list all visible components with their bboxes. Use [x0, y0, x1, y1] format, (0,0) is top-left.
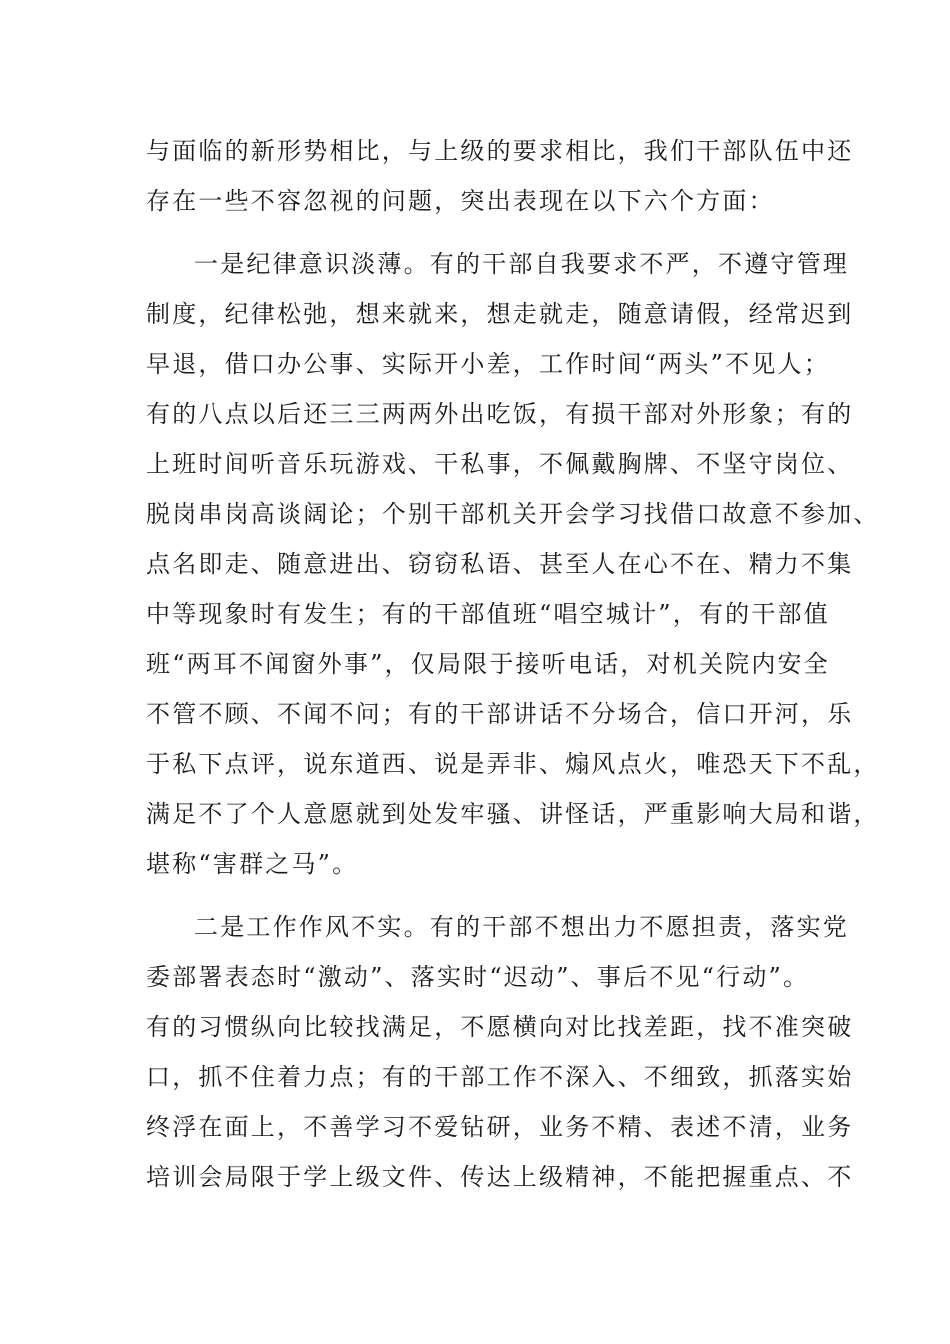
- paragraph-2-line-8: 中等现象时有发生；有的干部值班“唱空城计”，有的干部值: [146, 600, 830, 628]
- paragraph-3-line-1: 二是工作作风不实。有的干部不想出力不愿担责，落实党: [194, 913, 849, 941]
- paragraph-3-line-3: 有的习惯纵向比较找满足，不愿横向对比找差距，找不准突破: [146, 1013, 854, 1041]
- paragraph-2-line-2: 制度，纪律松弛，想来就来，想走就走，随意请假，经常迟到: [146, 300, 854, 328]
- paragraph-2-line-4: 有的八点以后还三三两两外出吃饭，有损干部对外形象；有的: [146, 400, 854, 428]
- paragraph-3-line-4: 口，抓不住着力点；有的干部工作不深入、不细致，抓落实始: [146, 1063, 854, 1091]
- paragraph-2-line-3: 早退，借口办公事、实际开小差，工作时间“两头”不见人；: [146, 350, 830, 378]
- paragraph-1-line-2: 存在一些不容忽视的问题，突出表现在以下六个方面：: [146, 187, 775, 215]
- paragraph-3-line-2: 委部署表态时“激动”、落实时“迟动”、事后不见“行动”。: [146, 963, 810, 991]
- paragraph-2-line-12: 满足不了个人意愿就到处发牢骚、讲怪话，严重影响大局和谐，: [146, 800, 880, 828]
- paragraph-3-line-6: 培训会局限于学上级文件、传达上级精神，不能把握重点、不: [146, 1163, 854, 1191]
- paragraph-2-line-9: 班“两耳不闻窗外事”，仅局限于接听电话，对机关院内安全: [146, 650, 830, 678]
- paragraph-2-line-7: 点名即走、随意进出、窃窃私语、甚至人在心不在、精力不集: [146, 550, 854, 578]
- paragraph-2-line-13: 堪称“害群之马”。: [146, 850, 359, 878]
- paragraph-3-line-5: 终浮在面上，不善学习不爱钻研，业务不精、表述不清，业务: [146, 1113, 854, 1141]
- paragraph-2-line-10: 不管不顾、不闻不问；有的干部讲话不分场合，信口开河，乐: [146, 700, 854, 728]
- paragraph-2-line-11: 于私下点评，说东道西、说是弄非、煽风点火，唯恐天下不乱，: [146, 750, 880, 778]
- paragraph-1-line-1: 与面临的新形势相比，与上级的要求相比，我们干部队伍中还: [146, 137, 854, 165]
- paragraph-2-line-6: 脱岗串岗高谈阔论；个别干部机关开会学习找借口故意不参加、: [146, 500, 880, 528]
- paragraph-2-line-5: 上班时间听音乐玩游戏、干私事，不佩戴胸牌、不坚守岗位、: [146, 450, 854, 478]
- paragraph-2-line-1: 一是纪律意识淡薄。有的干部自我要求不严，不遵守管理: [194, 250, 849, 278]
